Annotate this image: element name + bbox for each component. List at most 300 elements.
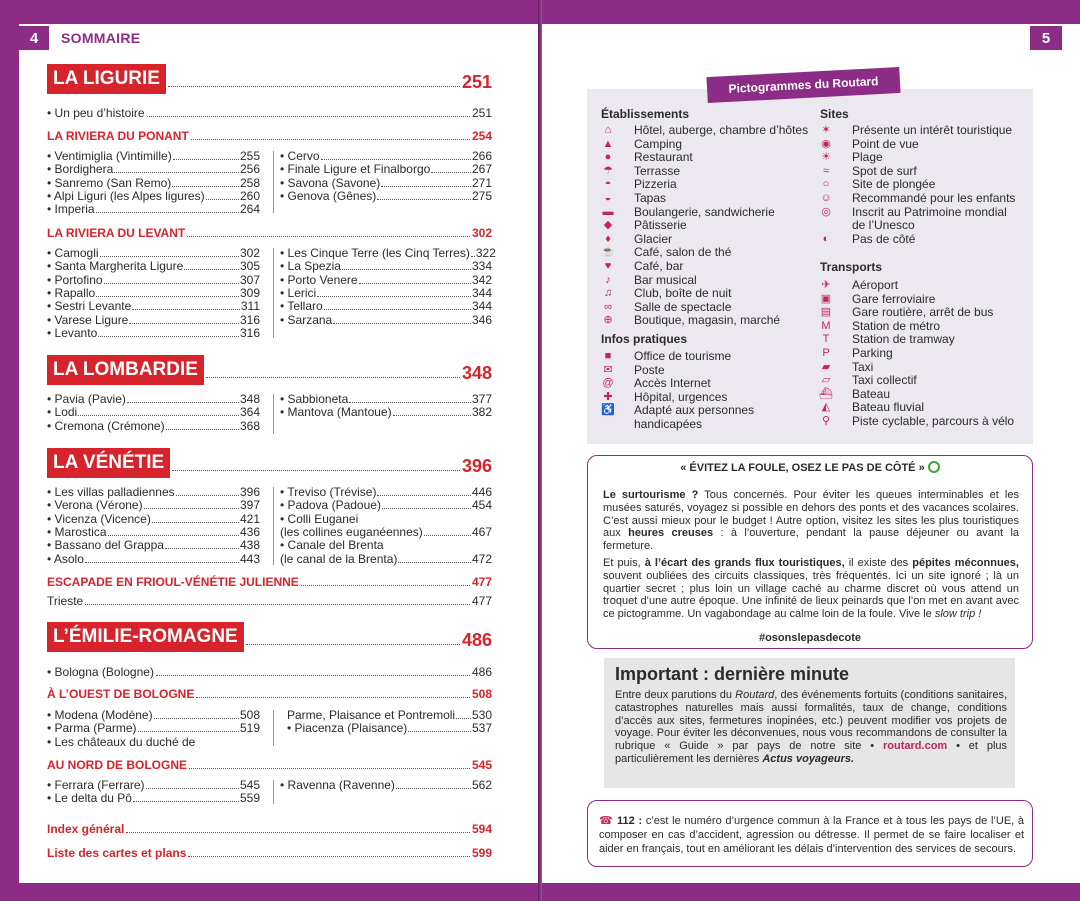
pictogram-icon: ○ bbox=[822, 178, 830, 191]
important-title: Important : dernière minute bbox=[615, 664, 850, 684]
pictogram-label: Café, salon de thé bbox=[634, 245, 732, 260]
entry-label: • Ravenna (Ravenne) bbox=[280, 778, 395, 792]
pictogram-icon: ☺ bbox=[820, 192, 832, 204]
entry-page: 443 bbox=[239, 551, 260, 566]
toc-entry[interactable] bbox=[47, 177, 260, 190]
section-page: 396 bbox=[461, 456, 492, 476]
toc-entry[interactable] bbox=[280, 177, 492, 190]
entry-label: • Camogli bbox=[47, 246, 99, 260]
entry-label: • Un peu d’histoire bbox=[47, 106, 145, 120]
paragraph-pepites: Et puis, à l’écart des grands flux touristiques, il existe des pépites méconnues, souvent oubliées des circuits classiques, très fréquentés. Ici un site ignoré ; là un quartier secret ; plus loin un village caché au charme discret où vous attend un troquet d’une autre époque. Une infinité de lieux peinards que l’on met en avant avec ce pictogramme. Un vagabondage au calme loin de la foule. Vive le slow trip ! bbox=[603, 557, 1019, 621]
pictogram-item bbox=[603, 313, 781, 328]
pictogram-label: Taxi collectif bbox=[852, 373, 917, 388]
pictogram-label: Gare ferroviaire bbox=[852, 291, 936, 306]
pictogram-label: Présente un intérêt touristique bbox=[852, 123, 1013, 137]
toc-entry[interactable] bbox=[47, 163, 260, 176]
entry-label: • Imperia bbox=[47, 202, 95, 217]
column-divider bbox=[273, 151, 274, 213]
entry-page: 438 bbox=[239, 538, 260, 553]
toc-entry[interactable] bbox=[47, 709, 260, 722]
section-lombardie[interactable] bbox=[47, 355, 492, 385]
pictogram-label: Bar musical bbox=[634, 272, 697, 287]
pictogram-item bbox=[852, 219, 915, 233]
pictogram-label: Poste bbox=[634, 362, 665, 377]
pictogram-label: Terrasse bbox=[634, 163, 681, 178]
toc-entry[interactable] bbox=[280, 779, 492, 792]
entry-label: • Colli Euganei bbox=[280, 511, 359, 526]
pictogram-icon: ⚲ bbox=[821, 415, 831, 427]
entry-page: 508 bbox=[239, 708, 260, 722]
entry-page: 454 bbox=[471, 498, 492, 513]
entry-page: 267 bbox=[471, 162, 492, 177]
subsection-title: ESCAPADE EN FRIOUL-VÉNÉTIE JULIENNE bbox=[47, 575, 299, 589]
entry-label: • Savona (Savone) bbox=[280, 175, 381, 190]
pictogram-icon: ⛴ bbox=[819, 387, 833, 400]
entry-page: 344 bbox=[471, 285, 492, 300]
entry-label: • Sarzana bbox=[280, 312, 333, 327]
toc-entry[interactable] bbox=[280, 246, 496, 260]
top-border-left bbox=[0, 0, 540, 24]
subsection-nord[interactable] bbox=[47, 759, 492, 772]
pictogram-icon: T bbox=[822, 333, 830, 346]
entry-label: • Ferrara (Ferrare) bbox=[47, 778, 145, 792]
toc-entry[interactable] bbox=[47, 499, 260, 512]
pictogram-icon: ▰ bbox=[821, 360, 831, 373]
toc-entry[interactable] bbox=[47, 722, 260, 735]
pictogram-label: Point de vue bbox=[852, 136, 919, 151]
pictogram-item bbox=[821, 400, 925, 415]
toc-entry[interactable] bbox=[280, 553, 492, 566]
pictogram-item bbox=[605, 231, 673, 247]
entry-label: • Sestri Levante bbox=[47, 299, 132, 314]
pictogram-label: Adapté aux personnes bbox=[634, 403, 755, 418]
toc-entry[interactable] bbox=[47, 314, 260, 327]
entry-label: (les collines euganéennes) bbox=[280, 524, 423, 539]
subsection-page: 254 bbox=[471, 129, 492, 143]
section-page: 486 bbox=[461, 630, 492, 650]
pictogram-item bbox=[604, 349, 732, 364]
toc-entry[interactable] bbox=[47, 287, 260, 300]
entry-page: 334 bbox=[471, 259, 492, 274]
toc-entry[interactable] bbox=[47, 513, 260, 526]
pictogram-label: Spot de surf bbox=[852, 163, 917, 178]
pictogram-item bbox=[602, 376, 711, 391]
entry-label: (le canal de la Brenta) bbox=[280, 551, 398, 566]
pictogram-icon: M bbox=[821, 319, 831, 332]
entry-label: • Levanto bbox=[47, 325, 98, 340]
entry-label: • Varese Ligure bbox=[47, 312, 129, 327]
entry-label: • Lodi bbox=[47, 405, 78, 420]
section-emilie[interactable] bbox=[47, 622, 492, 652]
pictogram-icon: ☀ bbox=[821, 151, 831, 164]
pictogram-label: Salle de spectacle bbox=[634, 299, 732, 314]
subsection-ouest[interactable] bbox=[47, 688, 492, 701]
box-title: « ÉVITEZ LA FOULE, OSEZ LE PAS DE CÔTÉ » bbox=[588, 461, 1032, 475]
pictogram-label: Hôtel, auberge, chambre d’hôtes bbox=[634, 123, 809, 137]
pictogram-label: Plage bbox=[852, 150, 883, 165]
entry-label: • Verona (Vérone) bbox=[47, 498, 143, 513]
toc-entry[interactable] bbox=[47, 274, 260, 287]
pictogram-icon: P bbox=[822, 347, 830, 359]
pictogram-icon: ∞ bbox=[604, 300, 612, 313]
important-box bbox=[604, 658, 1015, 788]
entry-page: 307 bbox=[239, 272, 260, 287]
toc-entry[interactable] bbox=[280, 499, 492, 512]
entry-label: • Cremona (Crémone) bbox=[47, 418, 165, 433]
section-venetie[interactable] bbox=[47, 448, 492, 478]
column-divider bbox=[273, 248, 274, 338]
toc-entry[interactable] bbox=[47, 190, 260, 203]
pictogram-label: Aéroport bbox=[852, 278, 899, 292]
entry-page: 258 bbox=[239, 175, 260, 190]
pictogram-icon: ▤ bbox=[820, 306, 832, 319]
entry-page: 530 bbox=[471, 708, 492, 722]
entry-label: • Sanremo (San Remo) bbox=[47, 175, 172, 190]
section-title: LA VÉNÉTIE bbox=[47, 448, 170, 478]
section-title: L’ÉMILIE-ROMAGNE bbox=[47, 622, 244, 652]
toc-entry[interactable] bbox=[47, 327, 260, 340]
pictogram-item bbox=[602, 136, 683, 152]
pictogram-icon: ▣ bbox=[820, 292, 832, 305]
toc-entry[interactable] bbox=[47, 406, 260, 419]
toc-entry[interactable] bbox=[280, 190, 492, 203]
section-title: LA LIGURIE bbox=[47, 64, 166, 94]
left-page-border bbox=[0, 0, 19, 901]
entry-page: 436 bbox=[239, 524, 260, 539]
entry-page: 364 bbox=[239, 405, 260, 420]
entry-label: • Santa Margherita Ligure bbox=[47, 259, 184, 274]
pictogram-label: de l’Unesco bbox=[852, 218, 915, 233]
pictogram-label: Bateau bbox=[852, 386, 891, 401]
entry-label: • Pavia (Pavie) bbox=[47, 392, 126, 406]
entry-label: • Bordighera bbox=[47, 162, 114, 177]
entry-label: • Bassano del Grappa bbox=[47, 538, 164, 553]
subsection-page: 302 bbox=[471, 226, 492, 240]
top-border-right bbox=[540, 0, 1080, 24]
pictogram-item bbox=[819, 386, 891, 402]
pictogram-icon: ◐ bbox=[822, 232, 830, 245]
entry-page: 477 bbox=[471, 594, 492, 608]
pictogram-label: Restaurant bbox=[634, 150, 693, 165]
entry-page: 467 bbox=[471, 524, 492, 539]
pictogram-item bbox=[603, 163, 681, 179]
pictogram-icon: ✉ bbox=[603, 363, 613, 376]
pas-de-cote-icon bbox=[928, 461, 940, 473]
toc-cartes[interactable] bbox=[47, 847, 492, 860]
important-text: Entre deux parutions du Routard, des événements fortuits (conditions sanitaires, catastrophes naturelles mais aussi formalités, taux de change, conditions d’accès aux sites, fermetures inopinées, etc.) peuvent modifier vos projets de voyage. Pour éviter les déconvenues, nous vous recommandons de consulter la rubrique « Guide » par pays de notre site • routard.com • et plus particulièrement les dernières Actus voyageurs. bbox=[615, 689, 1008, 765]
entry-page: 486 bbox=[471, 665, 492, 679]
pictogram-item bbox=[602, 204, 775, 220]
entry-page: 396 bbox=[239, 485, 260, 499]
entry-page: 421 bbox=[239, 511, 260, 526]
transports-title: Transports bbox=[820, 260, 883, 274]
entry-label: • Le delta du Pô bbox=[47, 791, 132, 806]
pictogram-item bbox=[634, 418, 702, 432]
etablissements-title: Établissements bbox=[601, 107, 690, 121]
pictogram-item bbox=[822, 177, 936, 192]
pictogram-label: Recommandé pour les enfants bbox=[852, 191, 1016, 205]
subsection-title: LA RIVIERA DU LEVANT bbox=[47, 226, 186, 240]
pictogram-label: Gare routière, arrêt de bus bbox=[852, 305, 994, 320]
entry-page: 275 bbox=[471, 188, 492, 203]
toc-entry[interactable] bbox=[47, 486, 260, 499]
pictogram-icon: ■ bbox=[604, 350, 612, 362]
toc-entry[interactable] bbox=[280, 526, 492, 539]
pictogram-label: Office de tourisme bbox=[634, 349, 732, 363]
entry-page: 519 bbox=[239, 721, 260, 736]
pictogram-item bbox=[821, 150, 883, 165]
pictogram-item bbox=[604, 150, 693, 165]
column-divider bbox=[273, 710, 274, 746]
infos-title: Infos pratiques bbox=[601, 332, 688, 346]
toc-entry[interactable] bbox=[47, 792, 260, 805]
paragraph-surtourisme: Le surtourisme ? Tous concernés. Pour éviter les queues interminables et les musées saturés, voyagez si possible en dehors des ponts et des vacances scolaires. C’est aussi mieux pour le budget ! Autre option, visitez les sites les plus touristiques aux heures creuses : à l’ouverture, pendant la pause déjeuner ou avant la fermeture. bbox=[603, 489, 1020, 553]
entry-page: 302 bbox=[239, 246, 260, 260]
pictogram-item bbox=[821, 278, 899, 293]
pictogram-item bbox=[603, 218, 687, 233]
subsection-title: LA RIVIERA DU PONANT bbox=[47, 129, 189, 143]
entry-page: 316 bbox=[239, 325, 260, 340]
left-page-number: 4 bbox=[19, 26, 49, 50]
pictogram-label: Accès Internet bbox=[634, 376, 711, 391]
toc-entry[interactable] bbox=[280, 274, 492, 287]
entry-page: 562 bbox=[471, 778, 492, 792]
subsection-frioul[interactable] bbox=[47, 576, 492, 589]
entry-label: • Finale Ligure et Finalborgo bbox=[280, 162, 431, 177]
entry-page: 472 bbox=[471, 551, 492, 566]
pictogram-icon: ⊕ bbox=[603, 314, 613, 327]
section-liguria[interactable] bbox=[47, 64, 492, 94]
entry-label: Trieste bbox=[47, 594, 84, 608]
entry-page: 271 bbox=[471, 175, 492, 190]
pictogram-icon: ♿ bbox=[601, 404, 615, 417]
toc-entry[interactable] bbox=[280, 393, 492, 406]
entry-page: 309 bbox=[239, 285, 260, 300]
toc-entry-bologna[interactable] bbox=[47, 666, 492, 679]
pictogram-item bbox=[822, 231, 916, 247]
pictogram-icon: ▱ bbox=[821, 374, 831, 387]
pictogram-item bbox=[604, 123, 809, 138]
pictogram-label: Taxi bbox=[852, 359, 874, 374]
pictogram-icon: ☕ bbox=[601, 246, 615, 259]
pictogram-icon: ✚ bbox=[603, 390, 613, 403]
subsection-page: 477 bbox=[471, 575, 492, 589]
toc-entry[interactable] bbox=[47, 420, 260, 433]
pictogram-item bbox=[604, 259, 684, 274]
entry-page: 346 bbox=[471, 312, 492, 327]
pictogram-icon: ● bbox=[604, 151, 612, 164]
pictogram-item bbox=[821, 318, 941, 334]
pictogram-item bbox=[821, 414, 1015, 429]
entry-page: 344 bbox=[471, 299, 492, 314]
pictogram-label: Bateau fluvial bbox=[852, 400, 925, 415]
pictogram-item bbox=[822, 346, 893, 361]
section-page: 251 bbox=[461, 72, 492, 92]
entry-label: • Alpi Liguri (les Alpes ligures) bbox=[47, 188, 205, 203]
toc-entry[interactable] bbox=[280, 287, 492, 300]
pictogram-item bbox=[604, 191, 667, 206]
pictogram-icon: ☂ bbox=[603, 164, 613, 177]
pictogram-item bbox=[820, 305, 994, 320]
pictogram-item bbox=[601, 245, 732, 260]
entry-label: • Les châteaux du duché de bbox=[47, 734, 196, 749]
entry-page: 266 bbox=[471, 149, 492, 163]
pictogram-item bbox=[820, 191, 1016, 206]
pictogram-item bbox=[604, 299, 732, 315]
entry-label: • Modena (Modène) bbox=[47, 708, 153, 722]
pictogram-item bbox=[604, 177, 677, 192]
entry-page: 382 bbox=[471, 405, 492, 420]
entry-label: • Genova (Gênes) bbox=[280, 188, 377, 203]
pictogram-item bbox=[605, 272, 697, 288]
toc-entry[interactable] bbox=[280, 486, 492, 499]
pictogram-item bbox=[821, 123, 1013, 138]
entry-label: • Les villas palladiennes bbox=[47, 485, 175, 499]
bottom-border-left bbox=[0, 883, 540, 901]
pictogram-label: Hôpital, urgences bbox=[634, 389, 728, 404]
entry-page: 305 bbox=[239, 259, 260, 274]
entry-label: • Lerici bbox=[280, 285, 317, 300]
phone-icon: ☎ bbox=[599, 815, 614, 827]
pictogram-item bbox=[820, 291, 936, 307]
pictogram-item bbox=[821, 359, 874, 375]
pictogram-icon: ◭ bbox=[821, 401, 831, 414]
routard-link[interactable]: routard.com bbox=[883, 740, 948, 753]
entry-label: Liste des cartes et plans bbox=[47, 846, 187, 860]
entry-page: 594 bbox=[471, 822, 492, 836]
entry-label: • Marostica bbox=[47, 524, 107, 539]
entry-label: Parme, Plaisance et Pontremoli bbox=[287, 708, 456, 722]
toc-entry[interactable] bbox=[280, 513, 492, 526]
pictogram-icon: ◓ bbox=[604, 178, 612, 191]
entry-label: • Mantova (Mantoue) bbox=[280, 405, 392, 420]
toc-entry[interactable] bbox=[47, 150, 260, 163]
pictogram-icon: ✶ bbox=[821, 124, 831, 136]
pictogram-item bbox=[603, 362, 665, 378]
entry-page: 322 bbox=[475, 246, 496, 260]
toc-entry[interactable] bbox=[47, 393, 260, 406]
toc-entry[interactable] bbox=[287, 722, 492, 735]
subsection-page: 545 bbox=[471, 758, 492, 772]
pictogram-icon: ▲ bbox=[602, 137, 614, 150]
pictogram-label: Piste cyclable, parcours à vélo bbox=[852, 414, 1015, 428]
pictogram-icon: ✈ bbox=[821, 279, 831, 291]
toc-entry[interactable] bbox=[280, 260, 492, 273]
toc-entry[interactable] bbox=[47, 779, 260, 792]
pictograms-panel bbox=[587, 89, 1033, 444]
entry-page: 311 bbox=[240, 299, 260, 314]
toc-entry[interactable] bbox=[280, 406, 492, 419]
toc-entry[interactable] bbox=[47, 526, 260, 539]
subsection-title: AU NORD DE BOLOGNE bbox=[47, 758, 188, 772]
toc-entry[interactable] bbox=[280, 163, 492, 176]
pictogram-icon: ▬ bbox=[602, 205, 614, 218]
pictogram-label: Pâtisserie bbox=[634, 218, 687, 233]
pictogram-icon: @ bbox=[602, 377, 614, 390]
pictogram-label: Club, boîte de nuit bbox=[634, 286, 732, 301]
subsection-ponant[interactable] bbox=[47, 130, 492, 143]
toc-entry[interactable] bbox=[280, 150, 492, 163]
pictogram-item bbox=[603, 389, 728, 405]
pictogram-label: Boutique, magasin, marché bbox=[634, 313, 781, 328]
entry-label: • Rapallo bbox=[47, 285, 96, 300]
toc-entry[interactable] bbox=[47, 553, 260, 566]
toc-entry-trieste[interactable] bbox=[47, 595, 492, 608]
subsection-page: 508 bbox=[471, 687, 492, 701]
entry-label: • Asolo bbox=[47, 551, 84, 566]
entry-label: • La Spezia bbox=[280, 259, 341, 274]
pictogram-label: Pizzeria bbox=[634, 177, 677, 192]
pictogram-item bbox=[601, 403, 755, 418]
pictogram-icon: ◒ bbox=[604, 192, 612, 204]
entry-label: Index général bbox=[47, 822, 125, 836]
right-page-number: 5 bbox=[1030, 26, 1062, 50]
entry-page: 368 bbox=[239, 418, 260, 433]
entry-page: 397 bbox=[239, 498, 260, 513]
pictogram-label: Station de métro bbox=[852, 318, 941, 333]
entry-label: • Piacenza (Plaisance) bbox=[287, 721, 408, 736]
page-heading: SOMMAIRE bbox=[61, 30, 141, 46]
toc-entry[interactable] bbox=[47, 260, 260, 273]
sites-title: Sites bbox=[820, 107, 849, 121]
entry-page: 377 bbox=[471, 392, 492, 406]
entry-page: 255 bbox=[239, 149, 260, 163]
pictogram-label: Camping bbox=[634, 136, 683, 151]
toc-entry-histoire[interactable] bbox=[47, 107, 492, 120]
entry-page: 342 bbox=[471, 272, 492, 287]
toc-entry[interactable] bbox=[287, 709, 492, 722]
entry-label: • Treviso (Trévise) bbox=[280, 485, 377, 499]
entry-label: • Tellaro bbox=[280, 299, 323, 314]
pictogram-label: Boulangerie, sandwicherie bbox=[634, 204, 775, 219]
avoid-crowds-box bbox=[587, 455, 1033, 649]
pictogram-item bbox=[821, 136, 919, 152]
entry-page: 348 bbox=[239, 392, 260, 406]
pictogram-item bbox=[603, 286, 732, 301]
toc-entry[interactable] bbox=[280, 314, 492, 327]
entry-label: • Canale del Brenta bbox=[280, 538, 384, 553]
pictogram-item bbox=[822, 332, 955, 347]
toc-entry[interactable] bbox=[280, 300, 492, 313]
entry-label: • Les Cinque Terre (les Cinq Terres) bbox=[280, 246, 470, 260]
subsection-levant[interactable] bbox=[47, 227, 492, 240]
entry-label: • Bologna (Bologne) bbox=[47, 665, 154, 679]
pictogram-icon: ♦ bbox=[605, 232, 611, 245]
section-title: LA LOMBARDIE bbox=[47, 355, 204, 385]
toc-entry[interactable] bbox=[280, 539, 492, 552]
pictogram-item bbox=[821, 204, 1007, 220]
column-divider bbox=[273, 487, 274, 565]
pictogram-label: Parking bbox=[852, 346, 893, 360]
toc-entry[interactable] bbox=[47, 736, 260, 749]
toc-entry[interactable] bbox=[47, 539, 260, 552]
entry-page: 446 bbox=[471, 485, 492, 499]
pictogram-icon: ◉ bbox=[821, 137, 831, 150]
pictogram-label: Tapas bbox=[634, 191, 667, 205]
entry-label: • Sabbioneta bbox=[280, 392, 349, 406]
column-divider bbox=[273, 780, 274, 804]
toc-index[interactable] bbox=[47, 823, 492, 836]
toc-entry[interactable] bbox=[47, 203, 260, 216]
pictogram-label: Site de plongée bbox=[852, 177, 936, 192]
entry-page: 264 bbox=[239, 202, 260, 217]
entry-label: • Vicenza (Vicence) bbox=[47, 511, 151, 526]
entry-label: • Cervo bbox=[280, 149, 320, 163]
toc-entry[interactable] bbox=[47, 300, 260, 313]
subsection-title: À L’OUEST DE BOLOGNE bbox=[47, 687, 195, 701]
emergency-box bbox=[587, 800, 1033, 867]
toc-entry[interactable] bbox=[47, 247, 260, 260]
